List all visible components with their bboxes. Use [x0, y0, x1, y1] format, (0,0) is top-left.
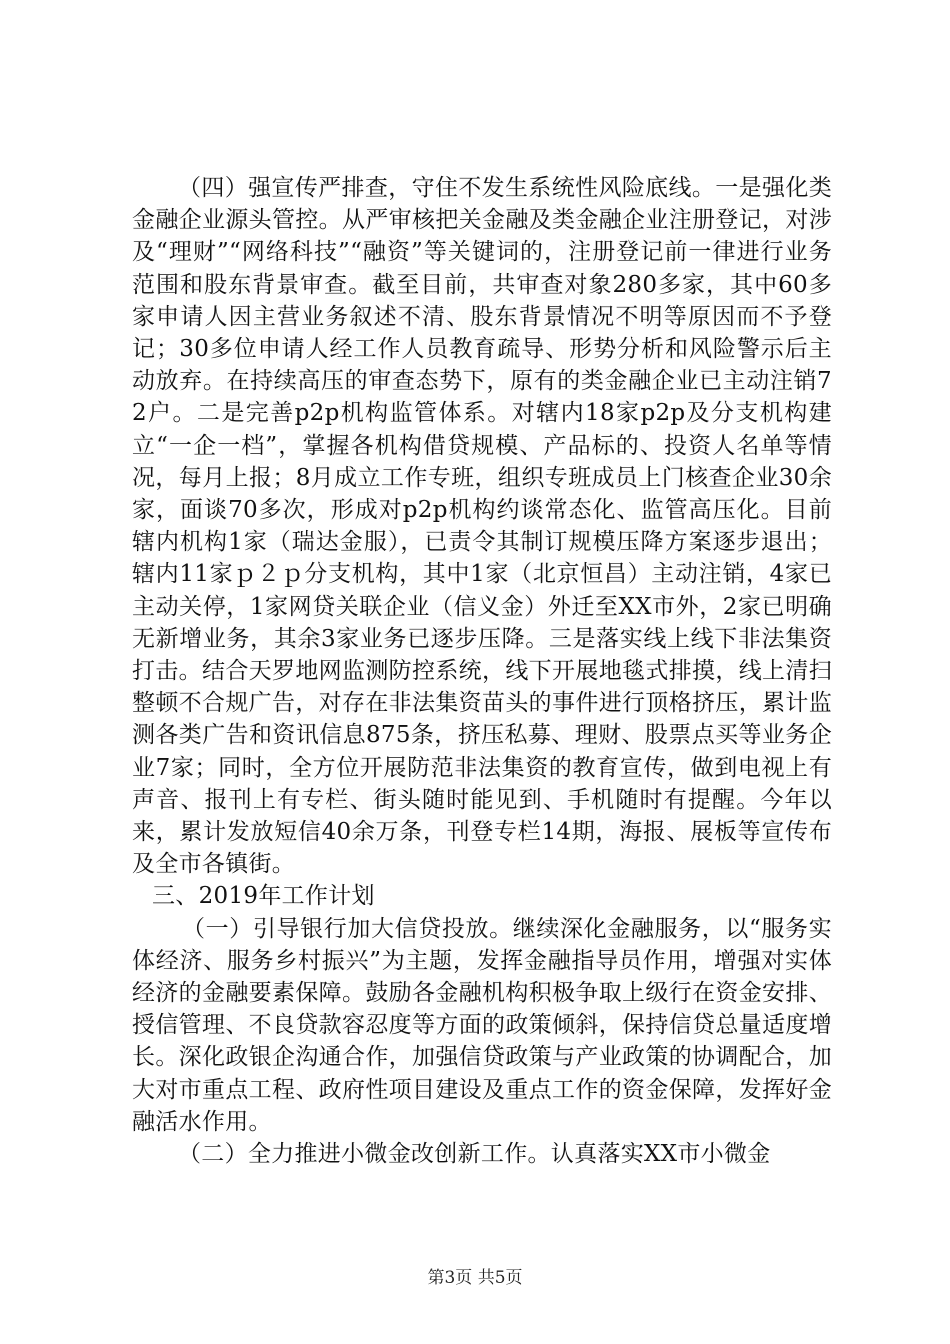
- paragraph-plan-item-one: （一）引导银行加大信贷投放。继续深化金融服务，以“服务实体经济、服务乡村振兴”为主题，发挥金融指导员作用，增强对实体经济的金融要素保障。鼓励各金融机构积极争取上级行在资金安排、授信管理、不良贷款容忍度等方面的政策倾斜，保持信贷总量适度增长。深化政银企沟通合作，加强信贷政策与产业政策的协调配合，加大对市重点工程、政府性项目建设及重点工作的资金保障，发挥好金融活水作用。: [132, 915, 832, 1135]
- page-number-footer: 第3页 共5页: [427, 1268, 523, 1288]
- paragraph-plan-item-two: （二）全力推进小微金改创新工作。认真落实XX市小微金: [178, 1141, 771, 1168]
- paragraph-section-four: （四）强宣传严排查，守住不发生系统性风险底线。一是强化类金融企业源头管控。从严审核把关金融及类金融企业注册登记，对涉及“理财”“网络科技”“融资”等关键词的，注册登记前一律进行业务范围和股东背景审查。截至目前，共审查对象280多家，其中60多家申请人因主营业务叙述不清、股东背景情况不明等原因而不予登记；30多位申请人经工作人员教育疏导、形势分析和风险警示后主动放弃。在持续高压的审查态势下，原有的类金融企业已主动注销72户。二是完善p2p机构监管体系。对辖内18家p2p及分支机构建立“一企一档”，掌握各机构借贷规模、产品标的、投资人名单等情况，每月上报；8月成立工作专班，组织专班成员上门核查企业30余家，面谈70多次，形成对p2p机构约谈常态化、监管高压化。目前辖内机构1家（瑞达金服），已责令其制订规模压降方案逐步退出；辖内11家ｐ２ｐ分支机构，其中1家（北京恒昌）主动注销，4家已主动关停，1家网贷关联企业（信义金）外迁至XX市外，2家已明确无新增业务，其余3家业务已逐步压降。三是落实线上线下非法集资打击。结合天罗地网监测防控系统，线下开展地毯式排摸，线上清扫整顿不合规广告，对存在非法集资苗头的事件进行顶格挤压，累计监测各类广告和资讯信息875条，挤压私募、理财、股票点买等业务企业7家；同时，全方位开展防范非法集资的教育宣传，做到电视上有声音、报刊上有专栏、街头随时能见到、手机随时有提醒。今年以来，累计发放短信40余万条，刊登专栏14期，海报、展板等宣传布及全市各镇街。: [132, 175, 832, 878]
- document-body: [132, 172, 832, 1170]
- section-heading-2019-plan: 三、2019年工作计划: [152, 883, 375, 910]
